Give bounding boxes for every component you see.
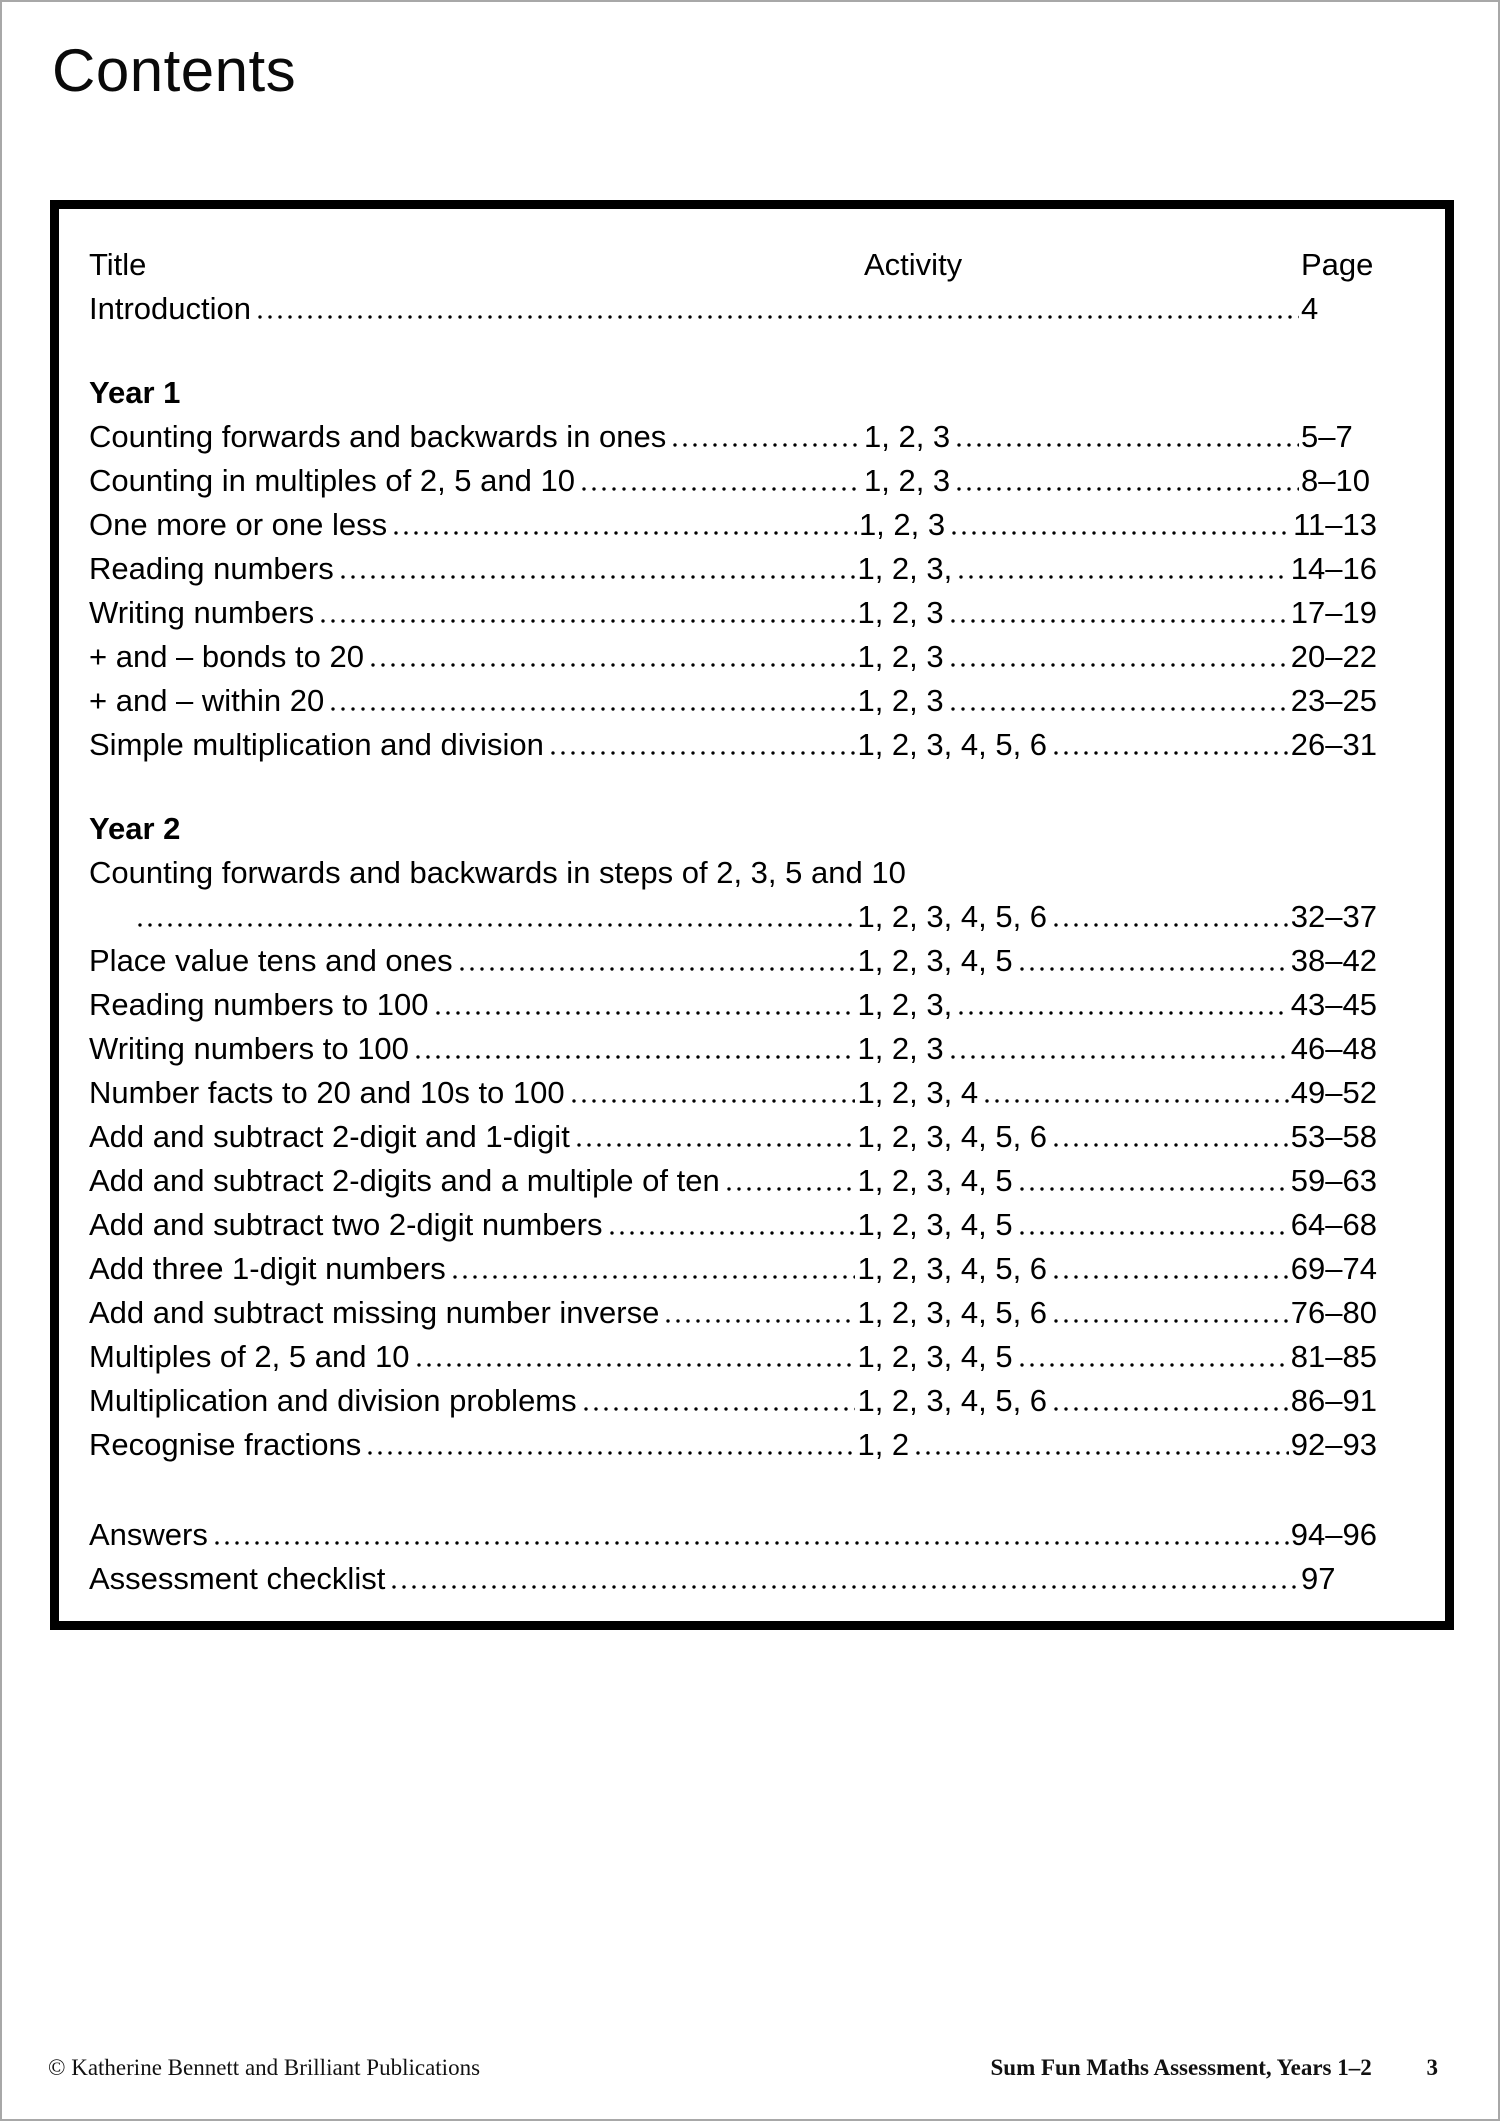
toc-row-activity-cell	[857, 635, 1290, 679]
toc-row	[89, 1379, 1377, 1423]
toc-row-activity: 1, 2, 3, 4, 5, 6	[857, 899, 1048, 934]
toc-row-activity: 1, 2, 3	[857, 683, 944, 718]
toc-header-activity-cell	[864, 243, 1301, 287]
toc-row-page: 5–7	[1301, 419, 1353, 454]
toc-row	[89, 1423, 1377, 1467]
toc-row-title-cell	[89, 1115, 857, 1159]
toc-row-title: Number facts to 20 and 10s to 100	[89, 1075, 565, 1110]
toc-row-activity-cell	[857, 895, 1290, 939]
page-title: Contents	[52, 37, 297, 104]
toc-row-page: 8–10	[1301, 463, 1370, 498]
toc-row	[89, 723, 1377, 767]
footer	[48, 2055, 1438, 2081]
toc-row-title: Writing numbers to 100	[89, 1031, 409, 1066]
toc-row-title: Simple multiplication and division	[89, 727, 544, 762]
dot-leader	[572, 1099, 856, 1103]
toc-row	[89, 547, 1377, 591]
dot-leader	[1054, 751, 1289, 755]
toc-row-activity-cell	[857, 983, 1290, 1027]
dot-leader	[959, 575, 1289, 579]
toc-row-title-cell	[89, 983, 857, 1027]
toc-row-title-cell	[89, 1379, 857, 1423]
dot-leader	[341, 575, 856, 579]
toc-row-page: 23–25	[1290, 683, 1377, 718]
toc-row-title-cell	[89, 1513, 1291, 1557]
toc-row-activity-cell	[857, 1379, 1290, 1423]
toc-row	[89, 1159, 1377, 1203]
toc-row-introduction	[89, 287, 1377, 331]
toc-row-activity-cell	[857, 1115, 1290, 1159]
toc-row	[89, 1557, 1377, 1601]
toc-row-title-cell	[89, 459, 864, 503]
footer-copyright: © Katherine Bennett and Brilliant Publications	[48, 2055, 481, 2080]
toc-row-title-cell	[89, 1203, 857, 1247]
toc-row	[89, 1513, 1377, 1557]
toc-row-title-cell	[89, 1291, 857, 1335]
dot-leader	[727, 1187, 856, 1191]
dot-leader	[952, 531, 1291, 535]
dot-leader	[138, 923, 855, 927]
toc-row	[89, 591, 1377, 635]
toc-header-row	[89, 243, 1377, 287]
toc-row	[89, 459, 1377, 503]
toc-row-activity: 1, 2, 3, 4, 5	[857, 1207, 1013, 1242]
dot-leader	[951, 619, 1289, 623]
dot-leader	[666, 1319, 855, 1323]
toc-row-title: Recognise fractions	[89, 1427, 362, 1462]
toc-row-page: 97	[1301, 1561, 1336, 1596]
dot-leader	[416, 1055, 856, 1059]
dot-leader	[453, 1275, 856, 1279]
toc-header-title: Title	[89, 247, 147, 282]
toc-row-activity: 1, 2, 3, 4, 5	[857, 1339, 1013, 1374]
dot-leader	[957, 487, 1299, 491]
toc-row	[89, 1203, 1377, 1247]
dot-leader	[1054, 1407, 1289, 1411]
toc-row-page: 49–52	[1290, 1075, 1377, 1110]
toc-row	[89, 1071, 1377, 1115]
toc-row-activity-cell	[857, 1203, 1290, 1247]
toc-row-activity: 1, 2, 3, 4, 5	[857, 943, 1013, 978]
dot-leader	[1020, 1187, 1289, 1191]
toc-row	[89, 1335, 1377, 1379]
toc-row-page: 17–19	[1290, 595, 1377, 630]
toc-row-page: 76–80	[1290, 1295, 1377, 1330]
toc-row	[89, 679, 1377, 723]
dot-leader	[1054, 1319, 1289, 1323]
toc-row-page: 11–13	[1293, 507, 1377, 542]
toc-row-page: 26–31	[1290, 727, 1377, 762]
toc-row	[89, 1247, 1377, 1291]
toc-row-page: 69–74	[1290, 1251, 1377, 1286]
section-heading	[89, 371, 1377, 415]
toc-row-wrapped-title	[89, 851, 1377, 895]
toc-row-page: 4	[1301, 291, 1319, 326]
toc-row-title-cell	[89, 547, 857, 591]
toc-row-activity: 1, 2, 3, 4, 5, 6	[857, 727, 1048, 762]
toc-row-title: Counting forwards and backwards in steps of 2, 3, 5 and 10	[89, 855, 906, 890]
dot-leader	[951, 1055, 1289, 1059]
contents-box	[50, 200, 1454, 1630]
toc-row-page: 46–48	[1290, 1031, 1377, 1066]
section-heading	[89, 807, 1377, 851]
dot-leader	[1054, 1143, 1289, 1147]
toc-row-title-cell	[89, 1335, 857, 1379]
toc-row-title-cell	[89, 635, 857, 679]
toc-row-title-cell	[89, 1071, 857, 1115]
toc-row-title-cell	[89, 1423, 857, 1467]
toc-row-activity-cell	[864, 415, 1301, 459]
toc-row-title: Add and subtract 2-digits and a multiple of ten	[89, 1163, 720, 1198]
toc-row-title: Assessment checklist	[89, 1561, 386, 1596]
toc-row-activity: 1, 2, 3	[857, 1031, 944, 1066]
toc-row-activity-cell	[857, 547, 1290, 591]
toc-row-page: 14–16	[1290, 551, 1377, 586]
dot-leader	[582, 487, 862, 491]
toc-row-title: Multiples of 2, 5 and 10	[89, 1339, 410, 1374]
toc-row-page: 59–63	[1290, 1163, 1377, 1198]
dot-leader	[258, 315, 1299, 319]
toc-row-title: + and – bonds to 20	[89, 639, 364, 674]
dot-leader	[1020, 1363, 1289, 1367]
toc-row-title-cell	[89, 1027, 857, 1071]
dot-leader	[673, 443, 862, 447]
dot-leader	[959, 1011, 1289, 1015]
dot-leader	[916, 1451, 1289, 1455]
toc-row-title: Add and subtract missing number inverse	[89, 1295, 660, 1330]
toc-row-title-cell	[89, 415, 864, 459]
toc-row	[89, 983, 1377, 1027]
toc-row-activity: 1, 2	[857, 1427, 910, 1462]
toc-row-page: 53–58	[1290, 1119, 1377, 1154]
toc-row-activity: 1, 2, 3, 4, 5, 6	[857, 1383, 1048, 1418]
section-heading-label: Year 1	[89, 375, 181, 410]
toc-row	[89, 939, 1377, 983]
dot-leader	[368, 1451, 855, 1455]
dot-leader	[584, 1407, 856, 1411]
toc-header-title-cell	[89, 243, 864, 287]
footer-right-group	[991, 2055, 1438, 2081]
toc-row-title-cell	[89, 287, 1301, 331]
toc-row-activity: 1, 2, 3,	[857, 551, 953, 586]
toc-row-activity-cell	[857, 1247, 1290, 1291]
toc-row	[89, 1027, 1377, 1071]
toc-row-title-cell	[89, 591, 857, 635]
toc-row-activity-cell	[857, 1159, 1290, 1203]
toc-row-activity-cell	[857, 1027, 1290, 1071]
dot-leader	[577, 1143, 856, 1147]
toc-row-activity-cell	[857, 939, 1290, 983]
toc-row-title-cell	[89, 723, 857, 767]
dot-leader	[394, 531, 857, 535]
footer-page-number: 3	[1426, 2055, 1438, 2080]
toc-row-title: Add and subtract two 2-digit numbers	[89, 1207, 603, 1242]
toc-row-activity-cell	[857, 1335, 1290, 1379]
toc-row-activity-cell	[857, 1423, 1290, 1467]
toc-row-page: 92–93	[1290, 1427, 1377, 1462]
toc-row-activity: 1, 2, 3	[857, 595, 944, 630]
toc-row-activity: 1, 2, 3, 4, 5, 6	[857, 1295, 1048, 1330]
toc-row-activity: 1, 2, 3,	[857, 987, 953, 1022]
toc-end-rows	[89, 1513, 1377, 1601]
dot-leader	[1054, 923, 1289, 927]
toc-row-title: One more or one less	[89, 507, 388, 542]
toc-row-title: Reading numbers	[89, 551, 334, 586]
toc-row-activity-cell	[857, 723, 1290, 767]
toc-row-title-cell	[89, 1557, 1301, 1601]
toc-row-page: 38–42	[1290, 943, 1377, 978]
toc-sections	[89, 371, 1377, 1467]
toc-row-activity: 1, 2, 3	[864, 419, 951, 454]
dot-leader	[436, 1011, 856, 1015]
dot-leader	[321, 619, 855, 623]
toc-row-title: Reading numbers to 100	[89, 987, 429, 1022]
toc-row-page: 43–45	[1290, 987, 1377, 1022]
toc-row-title-cell	[89, 939, 857, 983]
toc-row-page: 20–22	[1290, 639, 1377, 674]
section-heading-label: Year 2	[89, 811, 181, 846]
toc-row-title: Add three 1-digit numbers	[89, 1251, 446, 1286]
dot-leader	[331, 707, 855, 711]
toc-header-page: Page	[1301, 247, 1374, 282]
toc-row-title: Introduction	[89, 291, 251, 326]
toc-row-activity: 1, 2, 3, 4	[857, 1075, 979, 1110]
dot-leader	[1020, 967, 1289, 971]
dot-leader	[610, 1231, 856, 1235]
toc-row-title: Counting forwards and backwards in ones	[89, 419, 667, 454]
toc-row-activity: 1, 2, 3, 4, 5, 6	[857, 1119, 1048, 1154]
toc-row-title-cell	[89, 1247, 857, 1291]
toc-row	[89, 1291, 1377, 1335]
toc-row-title: Answers	[89, 1517, 208, 1552]
dot-leader	[417, 1363, 856, 1367]
toc-row-page: 32–37	[1290, 899, 1377, 934]
toc-row-page: 81–85	[1290, 1339, 1377, 1374]
dot-leader	[551, 751, 856, 755]
dot-leader	[951, 663, 1289, 667]
dot-leader	[951, 707, 1289, 711]
toc-row-title: Counting in multiples of 2, 5 and 10	[89, 463, 575, 498]
toc-row-activity-cell	[857, 679, 1290, 723]
dot-leader	[1020, 1231, 1289, 1235]
toc-row-activity-cell	[859, 503, 1293, 547]
dot-leader	[957, 443, 1299, 447]
toc-row-activity: 1, 2, 3	[864, 463, 951, 498]
toc-row-title-cell	[89, 503, 859, 547]
footer-book-title: Sum Fun Maths Assessment, Years 1–2	[990, 2055, 1372, 2080]
toc-row-title: Add and subtract 2-digit and 1-digit	[89, 1119, 570, 1154]
toc-row-activity-cell	[857, 1071, 1290, 1115]
toc-row-title: Place value tens and ones	[89, 943, 453, 978]
toc-row-title-cell	[89, 679, 857, 723]
dot-leader	[392, 1585, 1299, 1589]
toc-row	[89, 635, 1377, 679]
toc-row-activity-cell	[857, 591, 1290, 635]
dot-leader	[215, 1541, 1289, 1545]
toc-row-activity: 1, 2, 3, 4, 5, 6	[857, 1251, 1048, 1286]
dot-leader	[1054, 1275, 1289, 1279]
dot-leader	[460, 967, 856, 971]
toc-row-title: Multiplication and division problems	[89, 1383, 577, 1418]
dot-leader	[371, 663, 856, 667]
toc-row-page: 94–96	[1290, 1517, 1377, 1552]
toc-row	[89, 1115, 1377, 1159]
toc-row	[89, 415, 1377, 459]
toc-row-wrapped-leader	[89, 895, 1377, 939]
toc-row-title-cell	[89, 1159, 857, 1203]
toc-row-activity-cell	[857, 1291, 1290, 1335]
toc-row-title: Writing numbers	[89, 595, 315, 630]
toc-row-title: + and – within 20	[89, 683, 325, 718]
dot-leader	[985, 1099, 1289, 1103]
toc-row-page: 64–68	[1290, 1207, 1377, 1242]
toc-row-activity-cell	[864, 459, 1301, 503]
toc-header-activity: Activity	[864, 247, 963, 282]
toc-row-activity: 1, 2, 3	[858, 507, 946, 542]
toc-row-activity: 1, 2, 3, 4, 5	[857, 1163, 1013, 1198]
toc-row-activity: 1, 2, 3	[857, 639, 944, 674]
toc-row-page: 86–91	[1290, 1383, 1377, 1418]
toc-row	[89, 503, 1377, 547]
toc-row-title-cell	[89, 923, 857, 927]
